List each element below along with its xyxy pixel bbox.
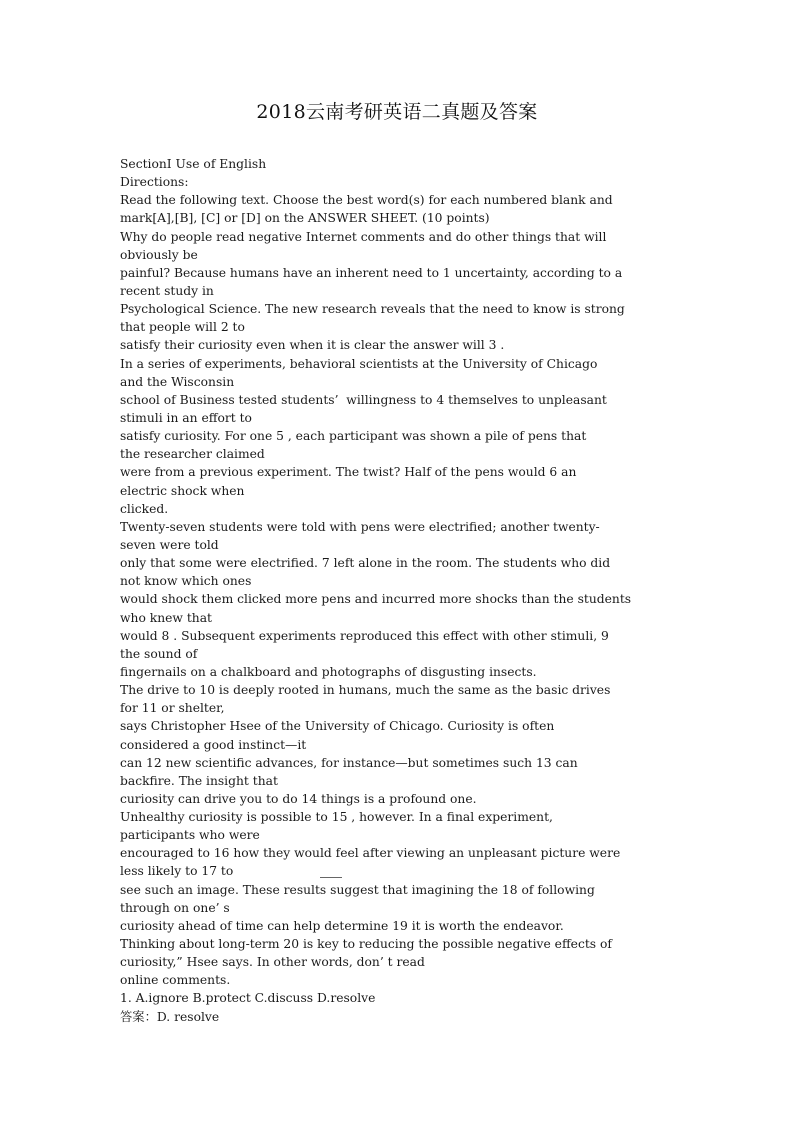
text-line: see such an image. These results suggest that imagining the 18 of following (120, 882, 595, 897)
text-line: and the Wisconsin (120, 374, 235, 389)
text-line: considered a good instinct—it (120, 737, 307, 752)
text-line: for 11 or shelter, (120, 701, 225, 716)
text-line: less likely to 17 to (120, 864, 234, 879)
text-line: were from a previous experiment. The twist? Half of the pens would 6 an (120, 465, 577, 480)
text-line: Directions: (120, 175, 189, 190)
text-line: obviously be (120, 247, 198, 262)
scan-mark (320, 877, 342, 878)
text-line: curiosity can drive you to do 14 things is a profound one. (120, 791, 477, 806)
text-line: In a series of experiments, behavioral scientists at the University of Chicago (120, 356, 598, 371)
text-line: Unhealthy curiosity is possible to 15 , however. In a final experiment, (120, 810, 553, 825)
text-line: only that some were electrified. 7 left alone in the room. The students who did (120, 556, 611, 571)
text-line: encouraged to 16 how they would feel after viewing an unpleasant picture were (120, 846, 621, 861)
text-line: Read the following text. Choose the best word(s) for each numbered blank and (120, 193, 613, 208)
text-line: says Christopher Hsee of the University of Chicago. Curiosity is often (120, 719, 555, 734)
text-line: fingernails on a chalkboard and photographs of disgusting insects. (120, 664, 537, 679)
text-line: satisfy curiosity. For one 5 , each participant was shown a pile of pens that (120, 429, 587, 444)
text-line: SectionⅠ Use of English (120, 157, 267, 171)
answer-line: 答案：D. resolve (120, 1009, 220, 1024)
text-line: curiosity,” Hsee says. In other words, don’ t read (120, 955, 425, 970)
option-line: 1. A.ignore B.protect C.discuss D.resolve (120, 991, 376, 1006)
text-line: the researcher claimed (120, 447, 265, 462)
text-line: curiosity ahead of time can help determine 19 it is worth the endeavor. (120, 918, 564, 933)
text-line: electric shock when (120, 483, 245, 498)
text-line: not know which ones (120, 574, 252, 589)
text-line: backfire. The insight that (120, 773, 278, 788)
document-body (120, 155, 680, 1026)
document-title: 2018云南考研英语二真题及答案 (256, 101, 538, 123)
text-line: The drive to 10 is deeply rooted in humans, much the same as the basic drives (120, 683, 611, 698)
text-line: school of Business tested students’ willingness to 4 themselves to unpleasant (120, 392, 607, 407)
text-line: mark[A],[B], [C] or [D] on the ANSWER SHEET. (10 points) (120, 211, 490, 226)
text-line: the sound of (120, 646, 198, 661)
text-line: online comments. (120, 973, 231, 988)
text-line: would 8 . Subsequent experiments reproduced this effect with other stimuli, 9 (120, 628, 609, 643)
text-line: seven were told (120, 537, 219, 552)
text-line: participants who were (120, 828, 260, 843)
text-line: painful? Because humans have an inherent need to 1 uncertainty, according to a (120, 265, 623, 280)
text-line: Twenty-seven students were told with pens were electrified; another twenty- (120, 519, 600, 534)
text-line: through on one’ s (120, 900, 230, 915)
text-line: Psychological Science. The new research reveals that the need to know is strong (120, 302, 625, 317)
text-line: can 12 new scientific advances, for instance—but sometimes such 13 can (120, 755, 578, 770)
text-line: satisfy their curiosity even when it is clear the answer will 3 . (120, 338, 505, 353)
text-line: who knew that (120, 610, 212, 625)
text-line: recent study in (120, 283, 214, 298)
text-line: Thinking about long-term 20 is key to reducing the possible negative effects of (120, 937, 612, 952)
text-line: would shock them clicked more pens and incurred more shocks than the students (120, 592, 632, 607)
text-line: Why do people read negative Internet comments and do other things that will (120, 229, 607, 244)
text-line: clicked. (120, 501, 169, 516)
text-line: stimuli in an effort to (120, 410, 252, 425)
text-line: that people will 2 to (120, 320, 245, 335)
